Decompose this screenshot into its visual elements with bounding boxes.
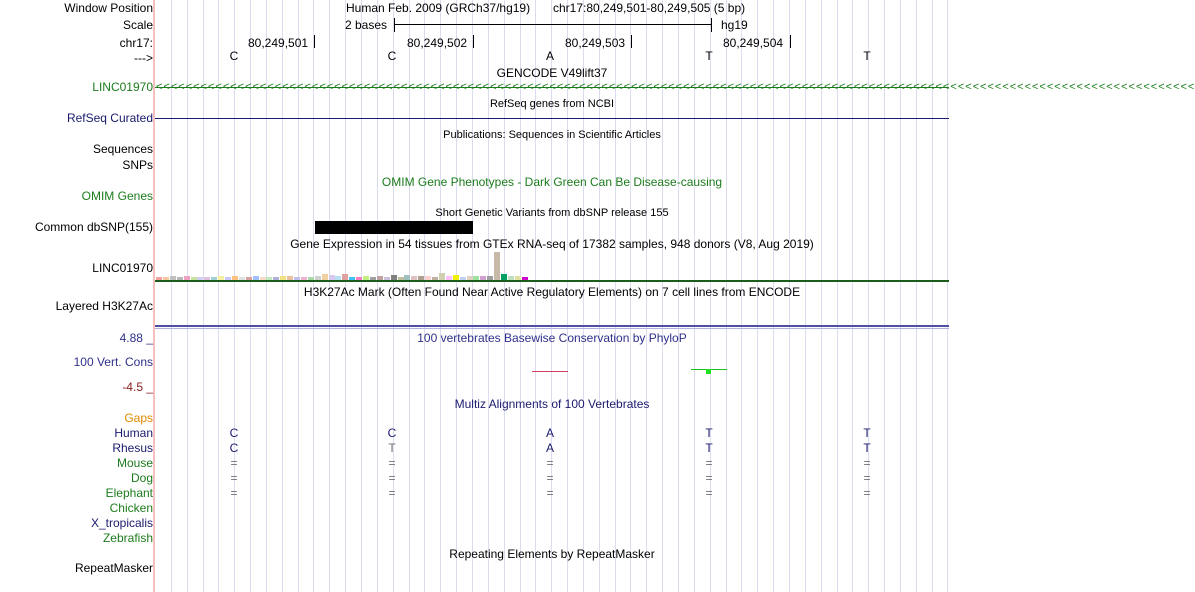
multiz-species-label[interactable]: X_tropicalis	[90, 516, 153, 530]
multiz-species-label[interactable]: Human	[114, 426, 153, 440]
phylop-track-title[interactable]: 100 vertebrates Basewise Conservation by PhyloP	[417, 331, 687, 345]
scale-bar-left-tick	[394, 18, 395, 32]
scale-db: hg19	[721, 18, 748, 32]
gtex-tissue-bar[interactable]	[439, 273, 445, 280]
multiz-base: =	[388, 471, 396, 485]
gencode-track-title[interactable]: GENCODE V49lift37	[496, 66, 608, 80]
h3k27ac-track-title[interactable]: H3K27Ac Mark (Often Found Near Active Regulatory Elements) on 7 cell lines from ENCODE	[303, 285, 801, 299]
multiz-base: A	[545, 441, 555, 455]
multiz-species-label[interactable]: Rhesus	[112, 441, 153, 455]
multiz-base: T	[705, 426, 713, 440]
phylop-plot[interactable]	[155, 340, 949, 390]
coord-tick	[631, 35, 632, 48]
multiz-species-label[interactable]: Elephant	[105, 486, 153, 500]
repeatmasker-track-title[interactable]: Repeating Elements by RepeatMasker	[449, 547, 655, 561]
gtex-track-label[interactable]: LINC01970	[92, 261, 153, 275]
ref-base: T	[863, 49, 871, 63]
assembly-title: Human Feb. 2009 (GRCh37/hg19)	[346, 1, 531, 15]
gencode-track-label[interactable]: LINC01970	[92, 80, 153, 94]
multiz-base: =	[863, 486, 871, 500]
multiz-species-label[interactable]: Zebrafish	[102, 531, 153, 545]
multiz-base: =	[388, 456, 396, 470]
multiz-base: =	[230, 456, 238, 470]
coord-tick	[473, 35, 474, 48]
publications-sequences-label[interactable]: Sequences	[92, 142, 153, 156]
ref-base: T	[705, 49, 713, 63]
phylop-score-dot[interactable]	[706, 369, 711, 374]
gtex-expression-chart[interactable]	[156, 252, 546, 280]
publications-snps-label[interactable]: SNPs	[122, 158, 153, 172]
scale-bar-right-tick	[711, 18, 712, 32]
coord-label: 80,249,503	[565, 36, 626, 50]
coord-label: 80,249,504	[723, 36, 784, 50]
dbsnp-track-label[interactable]: Common dbSNP(155)	[34, 220, 153, 234]
multiz-base: =	[705, 456, 713, 470]
multiz-base: =	[863, 456, 871, 470]
publications-track-title[interactable]: Publications: Sequences in Scientific Articles	[443, 129, 661, 141]
multiz-base: =	[705, 471, 713, 485]
h3k27ac-track-label[interactable]: Layered H3K27Ac	[55, 299, 153, 313]
phylop-ymax-label: 4.88 _	[119, 331, 153, 345]
ref-base: C	[229, 49, 239, 63]
coord-label: 80,249,501	[248, 36, 309, 50]
multiz-base: =	[863, 471, 871, 485]
multiz-species-label[interactable]: Mouse	[116, 456, 153, 470]
multiz-gaps-label[interactable]: Gaps	[124, 411, 153, 425]
scale-text: 2 bases	[345, 18, 388, 32]
gtex-track-title[interactable]: Gene Expression in 54 tissues from GTEx RNA-seq of 17382 samples, 948 donors (V8, Aug 2019)	[290, 237, 814, 251]
coord-label: 80,249,502	[407, 36, 468, 50]
multiz-base: C	[229, 426, 239, 440]
label-divider	[153, 0, 155, 592]
scale-bar	[394, 24, 712, 25]
strand-arrow-label: --->	[134, 51, 153, 65]
gtex-tissue-bar[interactable]	[494, 252, 500, 280]
refseq-gene-line[interactable]	[155, 118, 949, 119]
multiz-base: T	[388, 441, 396, 455]
multiz-base: =	[230, 486, 238, 500]
phylop-ymin-label: -4.5 _	[122, 380, 153, 394]
multiz-base: C	[387, 426, 397, 440]
multiz-base: T	[863, 441, 871, 455]
coord-tick	[790, 35, 791, 48]
chromosome-label: chr17:	[119, 36, 153, 50]
repeatmasker-track-label[interactable]: RepeatMasker	[74, 561, 153, 575]
multiz-base: T	[705, 441, 713, 455]
h3k27ac-signal-baseline[interactable]	[155, 325, 949, 327]
multiz-base: =	[546, 456, 554, 470]
refseq-track-title[interactable]: RefSeq genes from NCBI	[489, 98, 615, 110]
multiz-base: =	[388, 486, 396, 500]
gencode-strand-arrows: <<<<<<<<<<<<<<<<<<<<<<<<<<<<<<<<<<<<<<<<<<<<<<<<<<<<<<<<<<<<<<<<<<<<<<<<<<<<<<<<<<<<<<<<<<<<<<<<<<<<<<<<<<<<<<<<<<<<<<<<<<<<<<<<<<<<<<<<<<<<	[156, 81, 1195, 93]
h3k27ac-signal-shadow	[155, 328, 949, 329]
multiz-base: =	[230, 471, 238, 485]
ref-base: C	[387, 49, 397, 63]
multiz-species-label[interactable]: Chicken	[109, 501, 153, 515]
gtex-gene-line[interactable]	[155, 280, 949, 282]
multiz-base: C	[229, 441, 239, 455]
coord-tick	[314, 35, 315, 48]
scale-label: Scale	[122, 18, 153, 32]
multiz-base: T	[863, 426, 871, 440]
multiz-species-label[interactable]: Dog	[130, 471, 153, 485]
multiz-base: =	[546, 486, 554, 500]
refseq-track-label[interactable]: RefSeq Curated	[66, 111, 153, 125]
window-position-label: Window Position	[64, 1, 153, 15]
multiz-base: =	[705, 486, 713, 500]
multiz-base: A	[545, 426, 555, 440]
dbsnp-track-title[interactable]: Short Genetic Variants from dbSNP release 155	[435, 207, 669, 219]
position-readout: chr17:80,249,501-80,249,505 (5 bp)	[553, 1, 746, 15]
multiz-track-title[interactable]: Multiz Alignments of 100 Vertebrates	[454, 397, 650, 411]
phylop-score-mark[interactable]	[532, 371, 568, 372]
ref-base: A	[545, 49, 555, 63]
multiz-base: =	[546, 471, 554, 485]
omim-track-title[interactable]: OMIM Gene Phenotypes - Dark Green Can Be Disease-causing	[381, 175, 723, 189]
omim-track-label[interactable]: OMIM Genes	[81, 189, 153, 203]
dbsnp-variant-feature[interactable]	[315, 221, 473, 234]
phylop-track-label[interactable]: 100 Vert. Cons	[73, 355, 153, 369]
